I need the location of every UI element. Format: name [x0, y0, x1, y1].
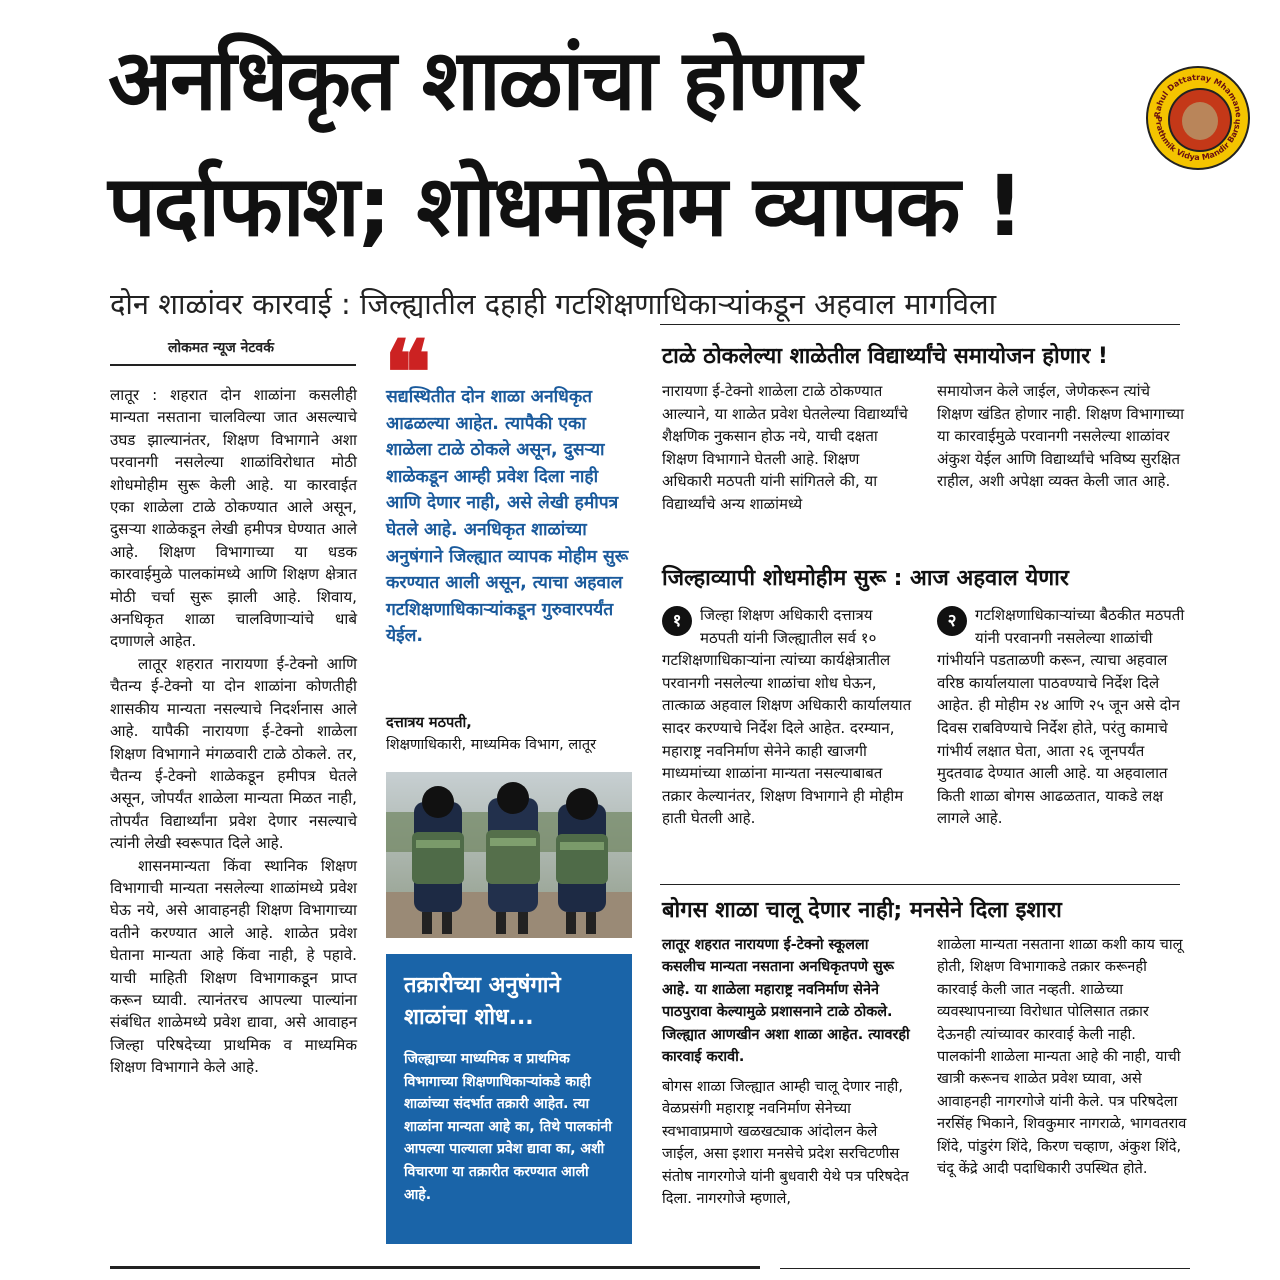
pull-quote-text: सद्यस्थितीत दोन शाळा अनधिकृत आढळल्या आहेत. त्यापैकी एका शाळेला टाळे ठोकले असून, दुसऱ्या शाळेकडून आम्ही प्रवेश दिला नाही आणि देणार नाही, असे लेखी हमीपत्र घेतले आहे. अनधिकृत शाळांच्या अनुषंगाने जिल्ह्यात व्यापक मोहीम सुरू करण्यात आली असून, त्याचा अहवाल गटशिक्षणाधिकाऱ्यांकडून गुरुवारपर्यंत येईल. [386, 387, 629, 647]
complaints-sidebar-box [386, 954, 632, 1244]
byline: लोकमत न्यूज नेटवर्क [168, 340, 274, 356]
svg-text:Prathmik Vidya Mandir Barshi: Prathmik Vidya Mandir Barsh [1153, 116, 1243, 163]
section-1-column-b: समायोजन केले जाईल, जेणेकरून त्यांचे शिक्षण खंडित होणार नाही. शिक्षण विभागाच्या या कारवाईमुळे परवानगी नसलेल्या शाळांवर अंकुश येईल आणि विद्यार्थ्यांचे भविष्य सुरक्षित राहील, अशी अपेक्षा व्यक्त केली जात आहे. [937, 382, 1184, 491]
headline-line-1: अनधिकृत शाळांचा होणार [108, 31, 860, 129]
section-3-column-a: बोगस शाळा जिल्ह्यात आम्ही चालू देणार नाही, वेळप्रसंगी महाराष्ट्र नवनिर्माण सेनेच्या स्वभावाप्रमाणे खळखट्याक आंदोलन केले जाईल, असा इशारा मनसेचे प्रदेश सरचिटणीस संतोष नागरगोजे यांनी बुधवारी येथे पत्र परिषदेत दिला. नागरगोजे म्हणाले, [662, 1078, 909, 1208]
section-2-point-2-text: गटशिक्षणाधिकाऱ्यांच्या बैठकीत मठपती यांनी परवानगी नसलेल्या शाळांची गांभीर्याने पडताळणी करून, त्याचा अहवाल वरिष्ठ कार्यालयाला पाठवण्याचे निर्देश दिले आहेत. ही मोहीम २४ आणि २५ जून असे दोन दिवस राबविण्याचे निर्देश होते, परंतु कामाचे गांभीर्य लक्षात घेता, आता २६ जूनपर्यंत मुदतवाढ देण्यात आली आहे. या अहवालात किती शाळा बोगस आढळतात, याकडे लक्ष लागले आहे. [937, 606, 1185, 828]
bottom-rule-left [110, 1266, 760, 1269]
bottom-rule-right [780, 1268, 1190, 1269]
section-2-point-2 [937, 604, 1185, 830]
article-paragraph-1: लातूर : शहरात दोन शाळांना कसलीही मान्यता नसताना चालविल्या जात असल्याचे उघड झाल्यानंतर, शिक्षण विभागाने अशा परवानगी नसलेल्या शाळांविरोधात मोठी शोधमोहीम सुरू केली आहे. या कारवाईत एका शाळेला टाळे ठोकण्यात आले असून, दुसऱ्या शाळेकडून लेखी हमीपत्र घेण्यात आले आहे. शिक्षण विभागाच्या या धडक कारवाईमुळे पालकांमध्ये आणि शिक्षण क्षेत्रात मोठी चर्चा सुरू झाली आहे. शिवाय, अनधिकृत शाळा चालविणाऱ्यांचे धाबे दणाणले आहेत. [110, 386, 357, 651]
headline-line-2: पर्दाफाश; शोधमोहीम व्यापक ! [108, 157, 1022, 255]
subheadline: दोन शाळांवर कारवाई : जिल्ह्यातील दहाही गटशिक्षणाधिकाऱ्यांकडून अहवाल मागविला [110, 287, 997, 321]
section-1-top-rule [660, 324, 1180, 325]
section-2-heading: जिल्हाव्यापी शोधमोहीम सुरू : आज अहवाल येणार [662, 566, 1069, 591]
pull-quote-author-name: दत्तात्रय मठपती, [386, 715, 472, 731]
sidebar-box-title: तक्रारीच्या अनुषंगाने शाळांचा शोध... [404, 973, 561, 1030]
pull-quote-author-title: शिक्षणाधिकारी, माध्यमिक विभाग, लातूर [386, 737, 597, 753]
section-3-lead: लातूर शहरात नारायणा ई-टेक्नो स्कूलला कसलीच मान्यता नसताना अनधिकृतपणे सुरू आहे. या शाळेला महाराष्ट्र नवनिर्माण सेनेने पाठपुरावा केल्यामुळे प्रशासनाने टाळे ठोकले. जिल्ह्यात आणखीन अशा शाळा आहेत. त्यावरही कारवाई करावी. [662, 937, 910, 1066]
article-paragraph-3: शासनमान्यता किंवा स्थानिक शिक्षण विभागाची मान्यता नसलेल्या शाळांमध्ये प्रवेश घेऊ नये, असे आवाहनही शिक्षण विभागाच्या वतीने करण्यात आले आहे. शाळेत प्रवेश घेताना मान्यता आहे किंवा नाही, हे पहावे. याची माहिती शिक्षण विभागाकडून प्राप्त करून घ्यावी. त्यानंतरच आपल्या पाल्यांना संबंधित शाळेमध्ये प्रवेश द्यावा, असे आवाहन जिल्हा परिषदेच्या प्राथमिक व माध्यमिक शिक्षण विभागाने केले आहे. [110, 856, 357, 1077]
badge-circular-lettering [1148, 68, 1248, 168]
section-2-point-1 [662, 604, 912, 830]
section-3-heading: बोगस शाळा चालू देणार नाही; मनसेने दिला इशारा [662, 898, 1062, 923]
pull-quote-author [386, 712, 636, 756]
author-badge-logo [1146, 66, 1250, 170]
quote-mark-icon: ❝ [384, 320, 432, 424]
sidebar-box-body: जिल्ह्याच्या माध्यमिक व प्राथमिक विभागाच्या शिक्षणाधिकाऱ्यांकडे काही शाळांच्या संदर्भात तक्रारी आहेत. त्या शाळांना मान्यता आहे का, तिथे पालकांनी आपल्या पाल्याला प्रवेश द्यावा का, अशी विचारणा या तक्रारीत करण्यात आली आहे. [404, 1051, 612, 1203]
students-backpacks-illustration [386, 772, 632, 938]
byline-rule [110, 364, 356, 366]
article-paragraph-2: लातूर शहरात नारायणा ई-टेक्नो आणि चैतन्य ई-टेक्नो या दोन शाळांना कोणतीही शासकीय मान्यता नसल्याचे निदर्शनास आले आहे. यापैकी नारायणा ई-टेक्नो शाळेला शिक्षण विभागाने मंगळवारी टाळे ठोकले. तर, चैतन्य ई-टेक्नो शाळेकडून हमीपत्र घेतले असून, जोपर्यंत शाळेला मान्यता मिळत नाही, तोपर्यंत विद्यार्थ्यांना प्रवेश देणार नसल्याचे त्यांनी लेखी स्वरूपात दिले आहे. [110, 654, 357, 853]
svg-text:Rahul Dattatray Mhamane: Rahul Dattatray Mhamane [1152, 72, 1244, 118]
section-3-column-b: शाळेला मान्यता नसताना शाळा कशी काय चालू होती, शिक्षण विभागाकडे तक्रार करूनही कारवाई केली जात नव्हती. शाळेच्या व्यवस्थापनाच्या विरोधात पोलिसात तक्रार देऊनही त्यांच्यावर कारवाई केली नाही. पालकांनी शाळेला मान्यता आहे की नाही, याची खात्री करूनच शाळेत प्रवेश घ्यावा, असे आवाहनही नागरगोजे यांनी केले. पत्र परिषदेला नरसिंह भिकाने, शिवकुमार नागराळे, भागवतराव शिंदे, पांडुरंग शिंदे, किरण चव्हाण, अंकुश शिंदे, चंदू केंद्रे आदी पदाधिकारी उपस्थित होते. [937, 936, 1187, 1178]
section-2-point-1-text: जिल्हा शिक्षण अधिकारी दत्तात्रय मठपती यांनी जिल्ह्यातील सर्व १० गटशिक्षणाधिकाऱ्यांना त्यांच्या कार्यक्षेत्रातील परवानगी नसलेल्या शाळांचा शोध घेऊन, तात्काळ अहवाल शिक्षण अधिकारी कार्यालयात सादर करण्याचे निर्देश दिले आहेत. दरम्यान, महाराष्ट्र नवनिर्माण सेनेने काही खाजगी माध्यमांच्या शाळांना मान्यता नसल्याबाबत तक्रार केल्यानंतर, शिक्षण विभागाने ही मोहीम हाती घेतली आहे. [662, 606, 912, 828]
students-photo [386, 772, 632, 938]
point-number-2: २ [937, 606, 967, 636]
section-1-heading: टाळे ठोकलेल्या शाळेतील विद्यार्थ्यांचे समायोजन होणार ! [662, 344, 1108, 369]
section-1-column-a: नारायणा ई-टेक्नो शाळेला टाळे ठोकण्यात आल्याने, या शाळेत प्रवेश घेतलेल्या विद्यार्थ्यांचे शैक्षणिक नुकसान होऊ नये, याची दक्षता शिक्षण विभागाने घेतली आहे. शिक्षण अधिकारी मठपती यांनी सांगितले की, या विद्यार्थ्यांचे अन्य शाळांमध्ये [662, 382, 908, 513]
point-number-1: १ [662, 606, 692, 636]
left-column-article [110, 384, 357, 1079]
section-3-top-rule [660, 884, 1180, 885]
